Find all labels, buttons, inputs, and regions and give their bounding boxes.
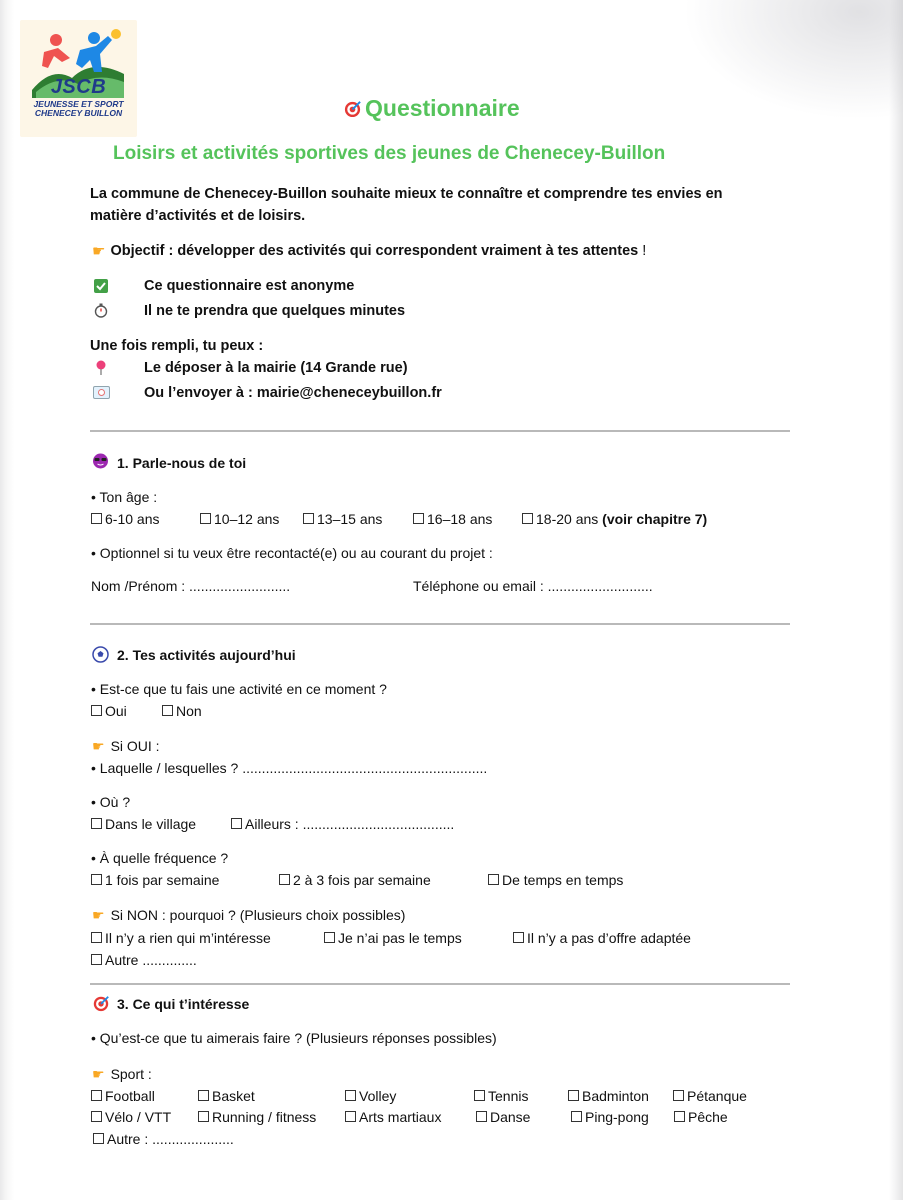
sport-option[interactable] (91, 1088, 155, 1104)
option-label: Danse (490, 1109, 531, 1125)
title-text: Questionnaire (365, 95, 520, 121)
checkbox[interactable] (513, 932, 524, 943)
sport-option[interactable] (571, 1109, 649, 1125)
option-label: Running / fitness (212, 1109, 317, 1125)
checkbox[interactable] (303, 513, 314, 524)
age-option-2[interactable] (200, 511, 279, 527)
page-subtitle: Loisirs et activités sportives des jeunes de Chenecey-Buillon (113, 143, 666, 164)
separator (90, 623, 790, 625)
age-option-3[interactable] (303, 511, 382, 527)
soccer-ball-icon (92, 646, 109, 663)
separator (90, 430, 790, 432)
age-option-label: 10–12 ans (214, 511, 280, 527)
option-label: Pêche (688, 1109, 728, 1125)
age-option-5[interactable] (522, 511, 707, 527)
checkbox[interactable] (476, 1111, 487, 1122)
contact-field[interactable]: Téléphone ou email : ........................... (413, 578, 653, 594)
sport-other-option[interactable] (93, 1131, 234, 1147)
logo-subtitle-1: JEUNESSE ET SPORT (33, 99, 124, 109)
envelope-icon (93, 386, 110, 399)
option-label: Badminton (582, 1088, 649, 1104)
checkbox[interactable] (198, 1111, 209, 1122)
age-option-label: 18-20 ans (536, 511, 599, 527)
option-label: Pétanque (687, 1088, 747, 1104)
reason-option-2[interactable] (324, 930, 462, 946)
sport-option[interactable] (345, 1109, 441, 1125)
where-label: • Où ? (91, 794, 131, 810)
once-filled-label: Une fois rempli, tu peux : (90, 338, 264, 354)
sport-option[interactable] (476, 1109, 530, 1125)
checkbox[interactable] (91, 1090, 102, 1101)
checkbox[interactable] (474, 1090, 485, 1101)
age-option-label: 16–18 ans (427, 511, 493, 527)
sport-label (92, 1066, 152, 1083)
checkbox[interactable] (413, 513, 424, 524)
option-label: Tennis (488, 1088, 529, 1104)
elsewhere-option[interactable] (231, 816, 454, 832)
checkbox[interactable] (198, 1090, 209, 1101)
section-2-heading: 2. Tes activités aujourd’hui (117, 647, 296, 663)
frequency-option-1[interactable] (91, 872, 219, 888)
objective-line (92, 242, 646, 260)
age-label: • Ton âge : (91, 489, 158, 505)
intro-line-1: La commune de Chenecey-Buillon souhaite mieux te connaître et comprendre tes envies en (90, 186, 723, 202)
option-label: Autre : ..................... (107, 1131, 234, 1147)
checkbox[interactable] (91, 1111, 102, 1122)
option-label: Oui (105, 703, 127, 719)
jscb-logo (20, 20, 137, 137)
no-option[interactable] (162, 703, 202, 719)
checkbox[interactable] (91, 705, 102, 716)
page-title (343, 95, 520, 122)
sport-option[interactable] (198, 1088, 255, 1104)
sport-option[interactable] (198, 1109, 316, 1125)
interest-question: • Qu’est-ce que tu aimerais faire ? (Plusieurs réponses possibles) (91, 1030, 497, 1046)
frequency-label: • À quelle fréquence ? (91, 850, 229, 866)
reason-option-1[interactable] (91, 930, 271, 946)
checkbox[interactable] (91, 513, 102, 524)
option-label: Je n’ai pas le temps (338, 930, 462, 946)
checkbox[interactable] (162, 705, 173, 716)
if-no-label (92, 907, 405, 924)
objective-text: Objectif : développer des activités qui correspondent vraiment à tes attentes (110, 242, 639, 259)
target-icon (343, 99, 362, 118)
checkmark-icon (94, 279, 108, 293)
yes-option[interactable] (91, 703, 127, 719)
checkbox[interactable] (568, 1090, 579, 1101)
checkbox[interactable] (522, 513, 533, 524)
option-label: Non (176, 703, 202, 719)
option-label: 1 fois par semaine (105, 872, 220, 888)
option-label: Ailleurs : ....................................... (245, 816, 455, 832)
if-no-text: Si NON : pourquoi ? (Plusieurs choix possibles) (110, 907, 406, 923)
age-option-label: 6-10 ans (105, 511, 160, 527)
checkbox[interactable] (93, 1133, 104, 1144)
if-yes-text: Si OUI : (110, 738, 160, 754)
sport-option[interactable] (673, 1088, 747, 1104)
checkbox[interactable] (231, 818, 242, 829)
optional-contact-label: • Optionnel si tu veux être recontacté(e) ou au courant du projet : (91, 545, 493, 561)
option-label: 2 à 3 fois par semaine (293, 872, 431, 888)
logo-subtitle-2: CHENECEY BUILLON (34, 108, 123, 118)
option-label: Football (105, 1088, 155, 1104)
separator (90, 983, 790, 985)
pointing-hand-icon: ☛ (92, 907, 105, 923)
checkbox[interactable] (571, 1111, 582, 1122)
checkbox[interactable] (91, 932, 102, 943)
checkbox[interactable] (674, 1111, 685, 1122)
section-3-heading: 3. Ce qui t’intéresse (117, 996, 250, 1012)
name-field[interactable]: Nom /Prénom : .......................... (91, 578, 291, 594)
objective-end: ! (638, 242, 647, 259)
sport-option[interactable] (568, 1088, 649, 1104)
if-yes-label (92, 738, 160, 755)
checkbox[interactable] (345, 1111, 356, 1122)
in-village-option[interactable] (91, 816, 196, 832)
age-note: (voir chapitre 7) (602, 511, 708, 527)
age-option-label: 13–15 ans (317, 511, 383, 527)
stopwatch-icon (94, 303, 108, 318)
option-label: Autre .............. (105, 952, 197, 968)
sport-option[interactable] (674, 1109, 728, 1125)
option-label: Volley (359, 1088, 397, 1104)
checkbox[interactable] (345, 1090, 356, 1101)
checkbox[interactable] (91, 954, 102, 965)
page-shadow (683, 0, 903, 120)
option-label: Basket (212, 1088, 255, 1104)
section-1-heading: 1. Parle-nous de toi (117, 455, 247, 471)
anonymous-note: Ce questionnaire est anonyme (144, 278, 355, 294)
checkbox[interactable] (200, 513, 211, 524)
checkbox[interactable] (324, 932, 335, 943)
duration-note: Il ne te prendra que quelques minutes (144, 303, 406, 319)
pointing-hand-icon: ☛ (92, 243, 106, 260)
checkbox[interactable] (488, 874, 499, 885)
option-label: Dans le village (105, 816, 197, 832)
option-label: Il n’y a pas d’offre adaptée (527, 930, 691, 946)
sport-option[interactable] (91, 1109, 171, 1125)
sport-option[interactable] (345, 1088, 396, 1104)
frequency-option-2[interactable] (279, 872, 431, 888)
sport-label-text: Sport : (110, 1066, 152, 1082)
current-activity-question: • Est-ce que tu fais une activité en ce moment ? (91, 681, 387, 697)
pointing-hand-icon: ☛ (92, 738, 105, 754)
option-label: Arts martiaux (359, 1109, 442, 1125)
checkbox[interactable] (279, 874, 290, 885)
which-activity-field[interactable]: • Laquelle / lesquelles ? ............................................................... (91, 760, 488, 776)
option-label: Vélo / VTT (105, 1109, 172, 1125)
option-label: Il n’y a rien qui m’intéresse (105, 930, 271, 946)
sport-option[interactable] (474, 1088, 528, 1104)
option-label: Ping-pong (585, 1109, 649, 1125)
logo-name: JSCB (50, 76, 107, 98)
send-option: Ou l’envoyer à : mairie@cheneceybuillon.fr (144, 385, 442, 401)
age-option-1[interactable] (91, 511, 159, 527)
frequency-option-3[interactable] (488, 872, 623, 888)
pin-icon (95, 360, 107, 376)
checkbox[interactable] (673, 1090, 684, 1101)
option-label: De temps en temps (502, 872, 624, 888)
intro-line-2: matière d’activités et de loisirs. (90, 208, 306, 224)
checkbox[interactable] (91, 874, 102, 885)
age-option-4[interactable] (413, 511, 492, 527)
sunglasses-face-icon (92, 453, 109, 469)
target-icon (92, 994, 110, 1012)
reason-option-3[interactable] (513, 930, 691, 946)
drop-off-option: Le déposer à la mairie (14 Grande rue) (144, 360, 408, 376)
reason-other-option[interactable] (91, 952, 197, 968)
pointing-hand-icon: ☛ (92, 1066, 105, 1082)
checkbox[interactable] (91, 818, 102, 829)
